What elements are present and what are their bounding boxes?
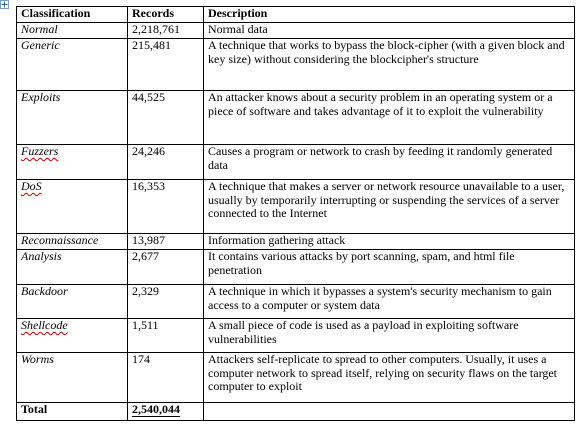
total-label: Total bbox=[17, 403, 128, 421]
spellcheck-flagged-word: DoS bbox=[21, 179, 42, 193]
row-classification: Backdoor bbox=[17, 285, 128, 319]
row-records: 44,525 bbox=[128, 91, 204, 145]
table-total-row bbox=[17, 403, 575, 421]
row-classification bbox=[17, 180, 128, 234]
row-records: 174 bbox=[128, 353, 204, 403]
total-description bbox=[204, 403, 575, 421]
header-records: Records bbox=[128, 7, 204, 23]
table-row bbox=[17, 319, 575, 353]
table-move-handle[interactable] bbox=[0, 0, 9, 9]
row-classification: Analysis bbox=[17, 250, 128, 285]
table-header-row bbox=[17, 7, 575, 23]
row-classification bbox=[17, 145, 128, 180]
row-classification: Normal bbox=[17, 23, 128, 39]
row-description: Information gathering attack bbox=[204, 234, 575, 250]
classification-table bbox=[16, 6, 575, 421]
table-row bbox=[17, 23, 575, 39]
table-row bbox=[17, 234, 575, 250]
row-classification: Generic bbox=[17, 39, 128, 91]
header-description: Description bbox=[204, 7, 575, 23]
spellcheck-flagged-word: Shellcode bbox=[21, 318, 68, 332]
total-records bbox=[128, 403, 204, 421]
row-records: 24,246 bbox=[128, 145, 204, 180]
row-description: A technique in which it bypasses a system's security mechanism to gain access to a computer or system data bbox=[204, 285, 575, 319]
spellcheck-flagged-word: Fuzzers bbox=[21, 144, 59, 158]
row-classification bbox=[17, 319, 128, 353]
row-description: A technique that makes a server or network resource unavailable to a user, usually by temporarily interrupting or suspending the services of a server connected to the Internet bbox=[204, 180, 575, 234]
row-description: Causes a program or network to crash by feeding it randomly generated data bbox=[204, 145, 575, 180]
row-description: Attackers self-replicate to spread to other computers. Usually, it uses a computer network to spread itself, relying on security flaws on the target computer to exploit bbox=[204, 353, 575, 403]
row-records: 215,481 bbox=[128, 39, 204, 91]
row-records: 2,677 bbox=[128, 250, 204, 285]
table-row bbox=[17, 285, 575, 319]
table-row bbox=[17, 180, 575, 234]
row-description: An attacker knows about a security problem in an operating system or a piece of software and takes advantage of it to exploit the vulnerability bbox=[204, 91, 575, 145]
table-row bbox=[17, 39, 575, 91]
table-row bbox=[17, 353, 575, 403]
row-records: 16,353 bbox=[128, 180, 204, 234]
table-row bbox=[17, 250, 575, 285]
row-classification: Worms bbox=[17, 353, 128, 403]
total-records-value: 2,540,044 bbox=[132, 402, 180, 416]
row-classification: Exploits bbox=[17, 91, 128, 145]
move-cross-icon bbox=[1, 1, 8, 8]
row-classification: Reconnaissance bbox=[17, 234, 128, 250]
row-description: Normal data bbox=[204, 23, 575, 39]
header-classification: Classification bbox=[17, 7, 128, 23]
table-row bbox=[17, 91, 575, 145]
row-records: 2,218,761 bbox=[128, 23, 204, 39]
row-records: 1,511 bbox=[128, 319, 204, 353]
row-description: It contains various attacks by port scanning, spam, and html file penetration bbox=[204, 250, 575, 285]
row-records: 2,329 bbox=[128, 285, 204, 319]
table-row bbox=[17, 145, 575, 180]
row-records: 13,987 bbox=[128, 234, 204, 250]
row-description: A small piece of code is used as a payload in exploiting software vulnerabilities bbox=[204, 319, 575, 353]
row-description: A technique that works to bypass the block-cipher (with a given block and key size) without considering the blockcipher's structure bbox=[204, 39, 575, 91]
